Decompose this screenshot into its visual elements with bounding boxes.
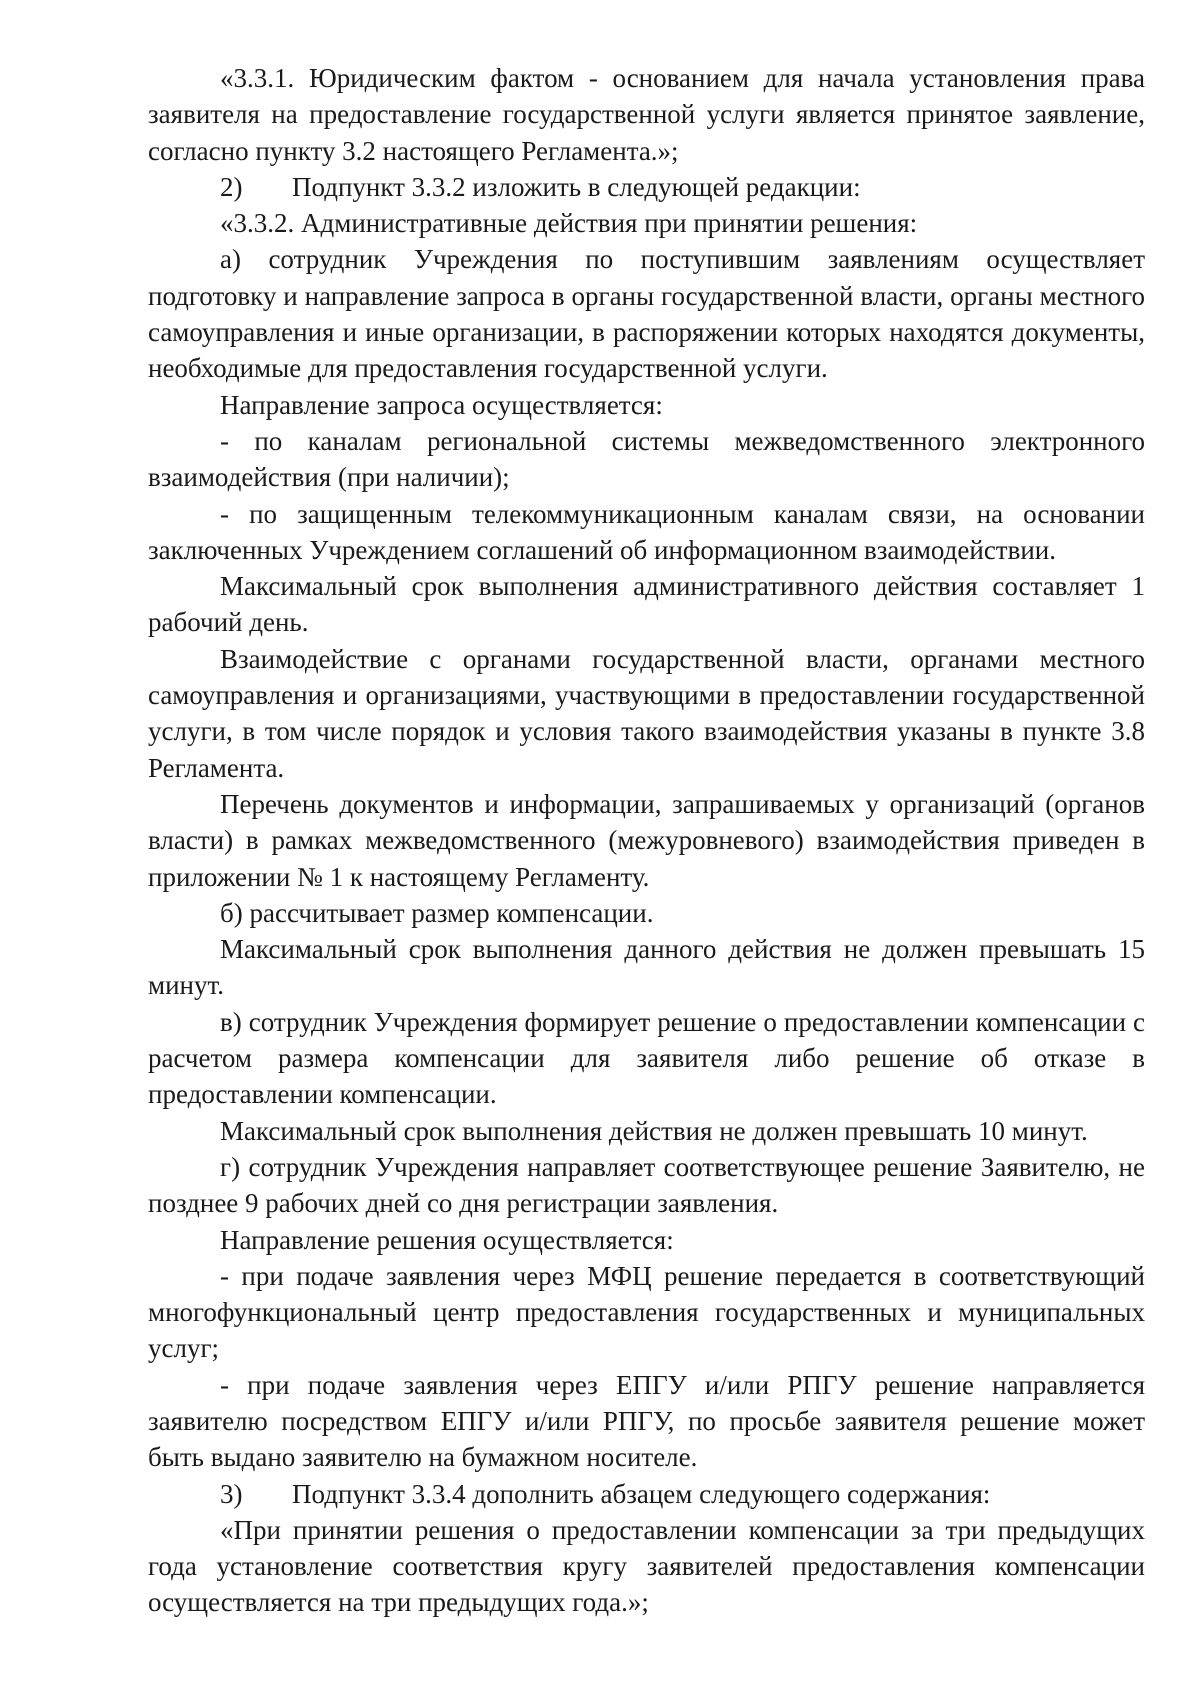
paragraph-item-b: б) рассчитывает размер компенсации. [220, 897, 654, 928]
paragraph-regional-system: - по каналам региональной системы межведомственного электронного взаимодействия (при наличии); [148, 425, 1145, 493]
amendment-item-2 [148, 169, 1145, 205]
paragraph-mfc: - при подаче заявления через МФЦ решение передается в соответствующий многофункциональный центр предоставления государственных и муниципальных услуг; [148, 1260, 1145, 1364]
paragraph-request-methods: Направление запроса осуществляется: [220, 389, 663, 420]
paragraph-interaction: Взаимодействие с органами государственной власти, органами местного самоуправления и организациями, участвующими в предоставлении государственной услуги, в том числе порядок и условия такого взаимодействия указаны в пункте 3.8 Регламента. [148, 643, 1145, 783]
paragraph-max-term-10-min: Максимальный срок выполнения действия не должен превышать 10 минут. [220, 1115, 1088, 1146]
document-page [148, 60, 1145, 1621]
amendment-item-3 [148, 1476, 1145, 1512]
item-number: 2) [220, 171, 243, 202]
paragraph-max-term-1-day: Максимальный срок выполнения административного действия составляет 1 рабочий день. [148, 571, 1145, 638]
paragraph-item-a: а) сотрудник Учреждения по поступившим заявлениям осуществляет подготовку и направление запроса в органы государственной власти, органы местного самоуправления и иные организации, в распоряжении которых находятся документы, необходимые для предоставления государственной услуги. [148, 244, 1145, 384]
paragraph-three-years: «При принятии решения о предоставлении компенсации за три предыдущих года установление соответствия кругу заявителей предоставления компенсации осуществляется на три предыдущих года.»; [148, 1514, 1145, 1618]
paragraph-3-3-2-heading: «3.3.2. Административные действия при принятии решения: [220, 208, 918, 239]
item-text: Подпункт 3.3.4 дополнить абзацем следующего содержания: [292, 1478, 991, 1509]
paragraph-item-g: г) сотрудник Учреждения направляет соответствующее решение Заявителю, не позднее 9 рабочих дней со дня регистрации заявления. [148, 1151, 1145, 1219]
paragraph-secure-channels: - по защищенным телекоммуникационным каналам связи, на основании заключенных Учреждением соглашений об информационном взаимодействии. [148, 498, 1145, 565]
paragraph-epgu: - при подаче заявления через ЕПГУ и/или РПГУ решение направляется заявителю посредством ЕПГУ и/или РПГУ, по просьбе заявителя решение может быть выдано заявителю на бумажном носителе. [148, 1369, 1145, 1473]
paragraph-item-v: в) сотрудник Учреждения формирует решение о предоставлении компенсации с расчетом размера компенсации для заявителя либо решение об отказе в предоставлении компенсации. [148, 1006, 1145, 1110]
item-text: Подпункт 3.3.2 изложить в следующей редакции: [292, 171, 861, 202]
paragraph-document-list: Перечень документов и информации, запрашиваемых у организаций (органов власти) в рамках межведомственного (межуровневого) взаимодействия приведен в приложении № 1 к настоящему Регламенту. [148, 788, 1145, 892]
paragraph-3-3-1: «3.3.1. Юридическим фактом - основанием для начала установления права заявителя на предоставление государственной услуги является принятое заявление, согласно пункту 3.2 настоящего Регламента.»; [148, 63, 1145, 166]
item-number: 3) [220, 1478, 243, 1509]
paragraph-decision-methods: Направление решения осуществляется: [220, 1224, 674, 1255]
paragraph-max-term-15-min: Максимальный срок выполнения данного действия не должен превышать 15 минут. [148, 934, 1145, 1001]
